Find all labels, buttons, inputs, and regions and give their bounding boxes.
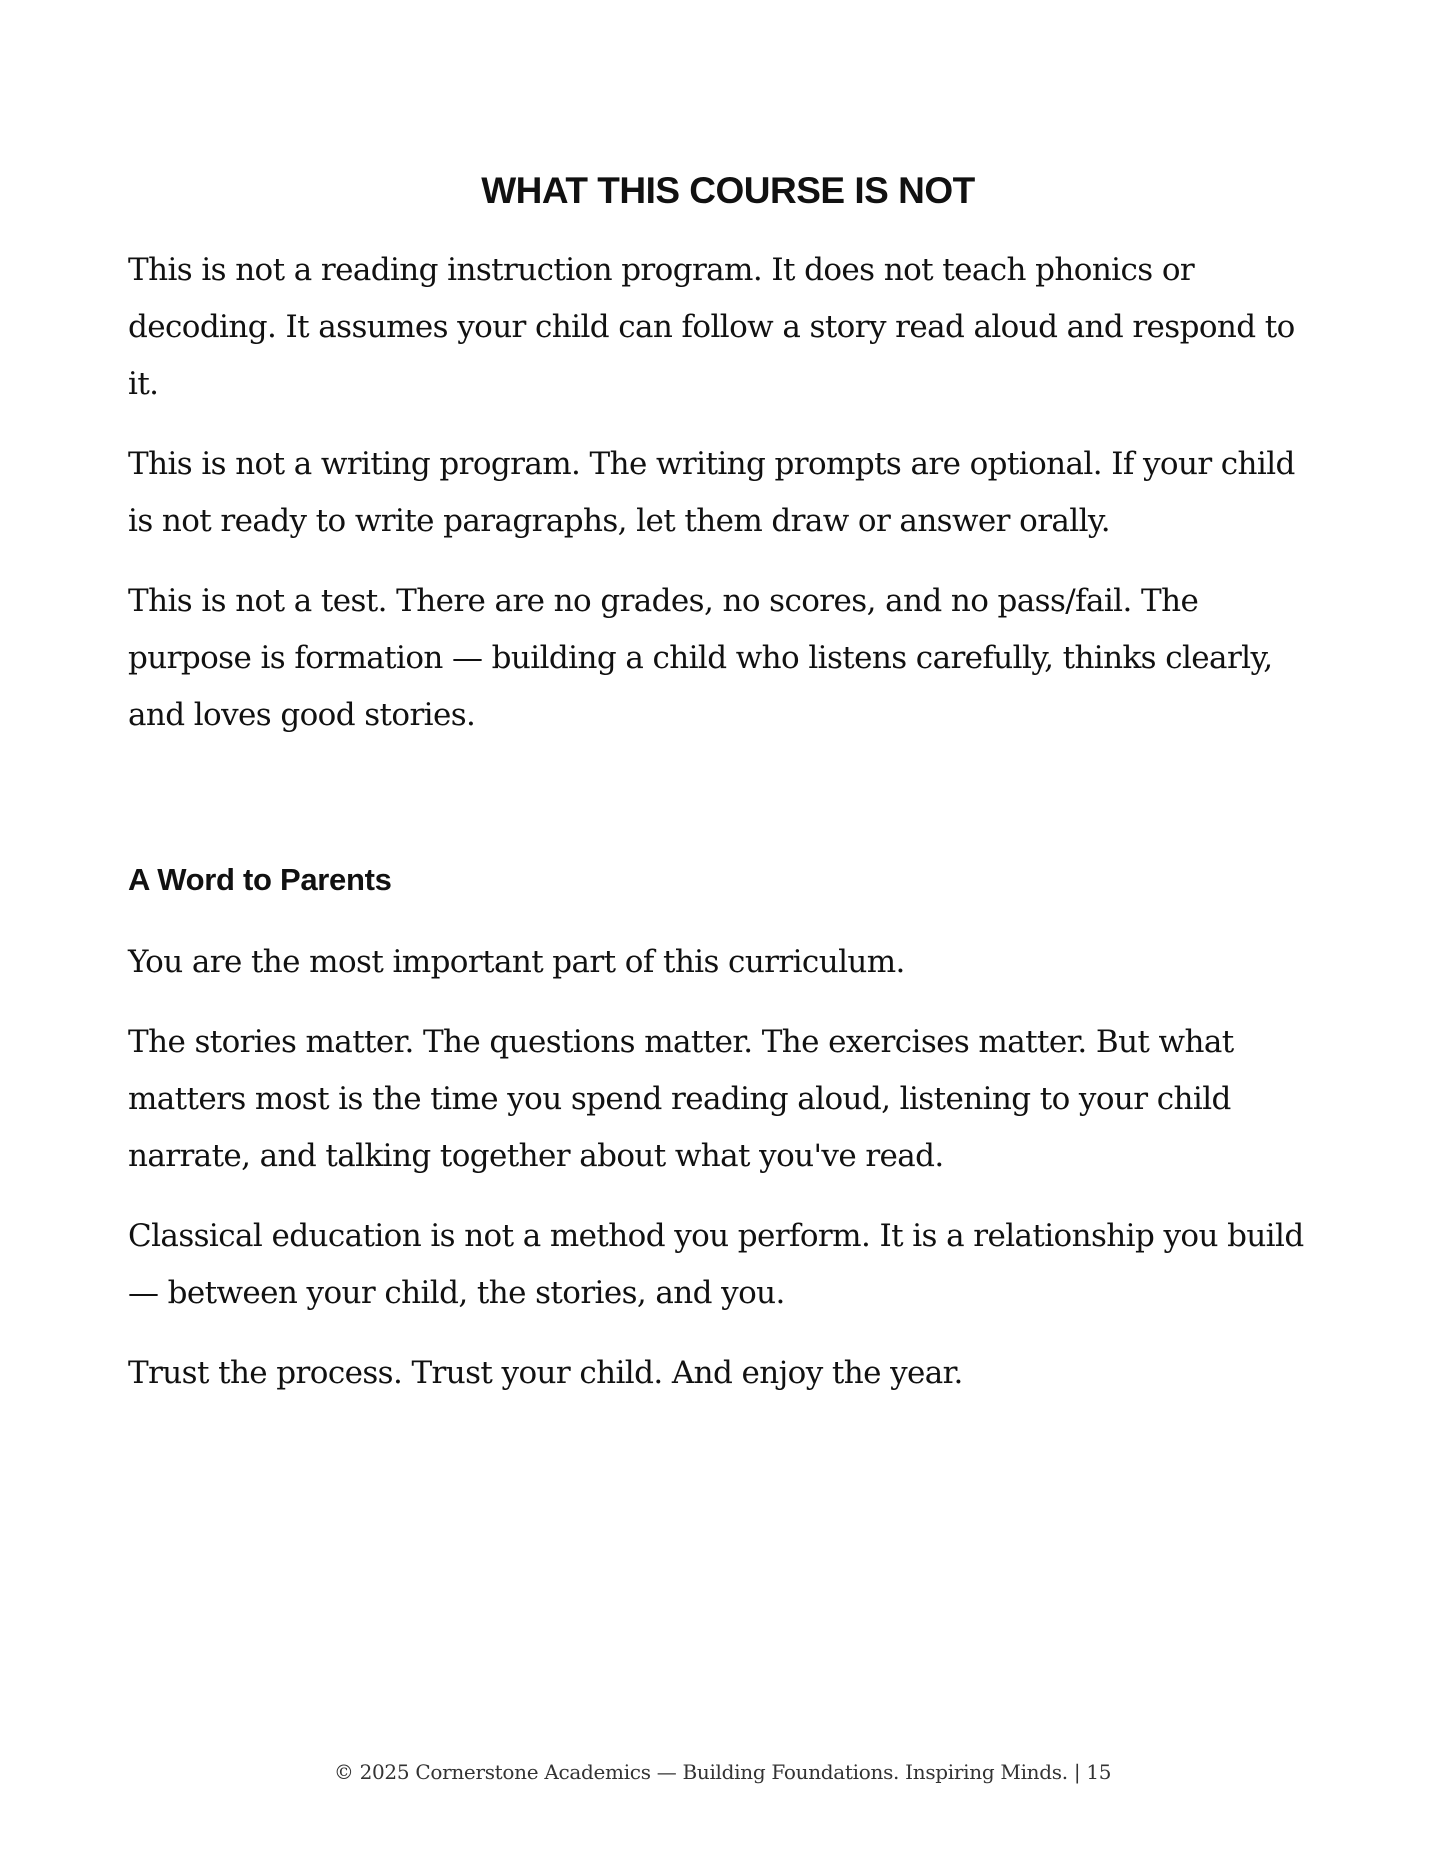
section-title: WHAT THIS COURSE IS NOT xyxy=(481,170,975,211)
parents-heading: A Word to Parents xyxy=(128,862,392,897)
parents-paragraph-3: Classical education is not a method you perform. It is a relationship you build — between your child, the stories, and you. xyxy=(128,1218,1304,1311)
course-not-paragraph-3: This is not a test. There are no grades, no scores, and no pass/fail. The purpose is formation — building a child who listens carefully, thinks clearly, and loves good stories. xyxy=(128,583,1273,733)
parents-paragraph-1: You are the most important part of this curriculum. xyxy=(128,944,905,980)
course-not-paragraph-1: This is not a reading instruction program. It does not teach phonics or decoding. It assumes your child can follow a story read aloud and respond to it. xyxy=(128,252,1295,402)
course-not-paragraph-2: This is not a writing program. The writing prompts are optional. If your child is not ready to write paragraphs, let them draw or answer orally. xyxy=(128,446,1295,539)
parents-paragraph-4: Trust the process. Trust your child. And enjoy the year. xyxy=(128,1355,963,1391)
parents-paragraph-2: The stories matter. The questions matter. The exercises matter. But what matters most is the time you spend reading aloud, listening to your child narrate, and talking together about what you've read. xyxy=(128,1024,1234,1174)
page-content xyxy=(128,170,1328,1425)
page-footer: © 2025 Cornerstone Academics — Building Foundations. Inspiring Minds. | 15 xyxy=(333,1760,1112,1784)
